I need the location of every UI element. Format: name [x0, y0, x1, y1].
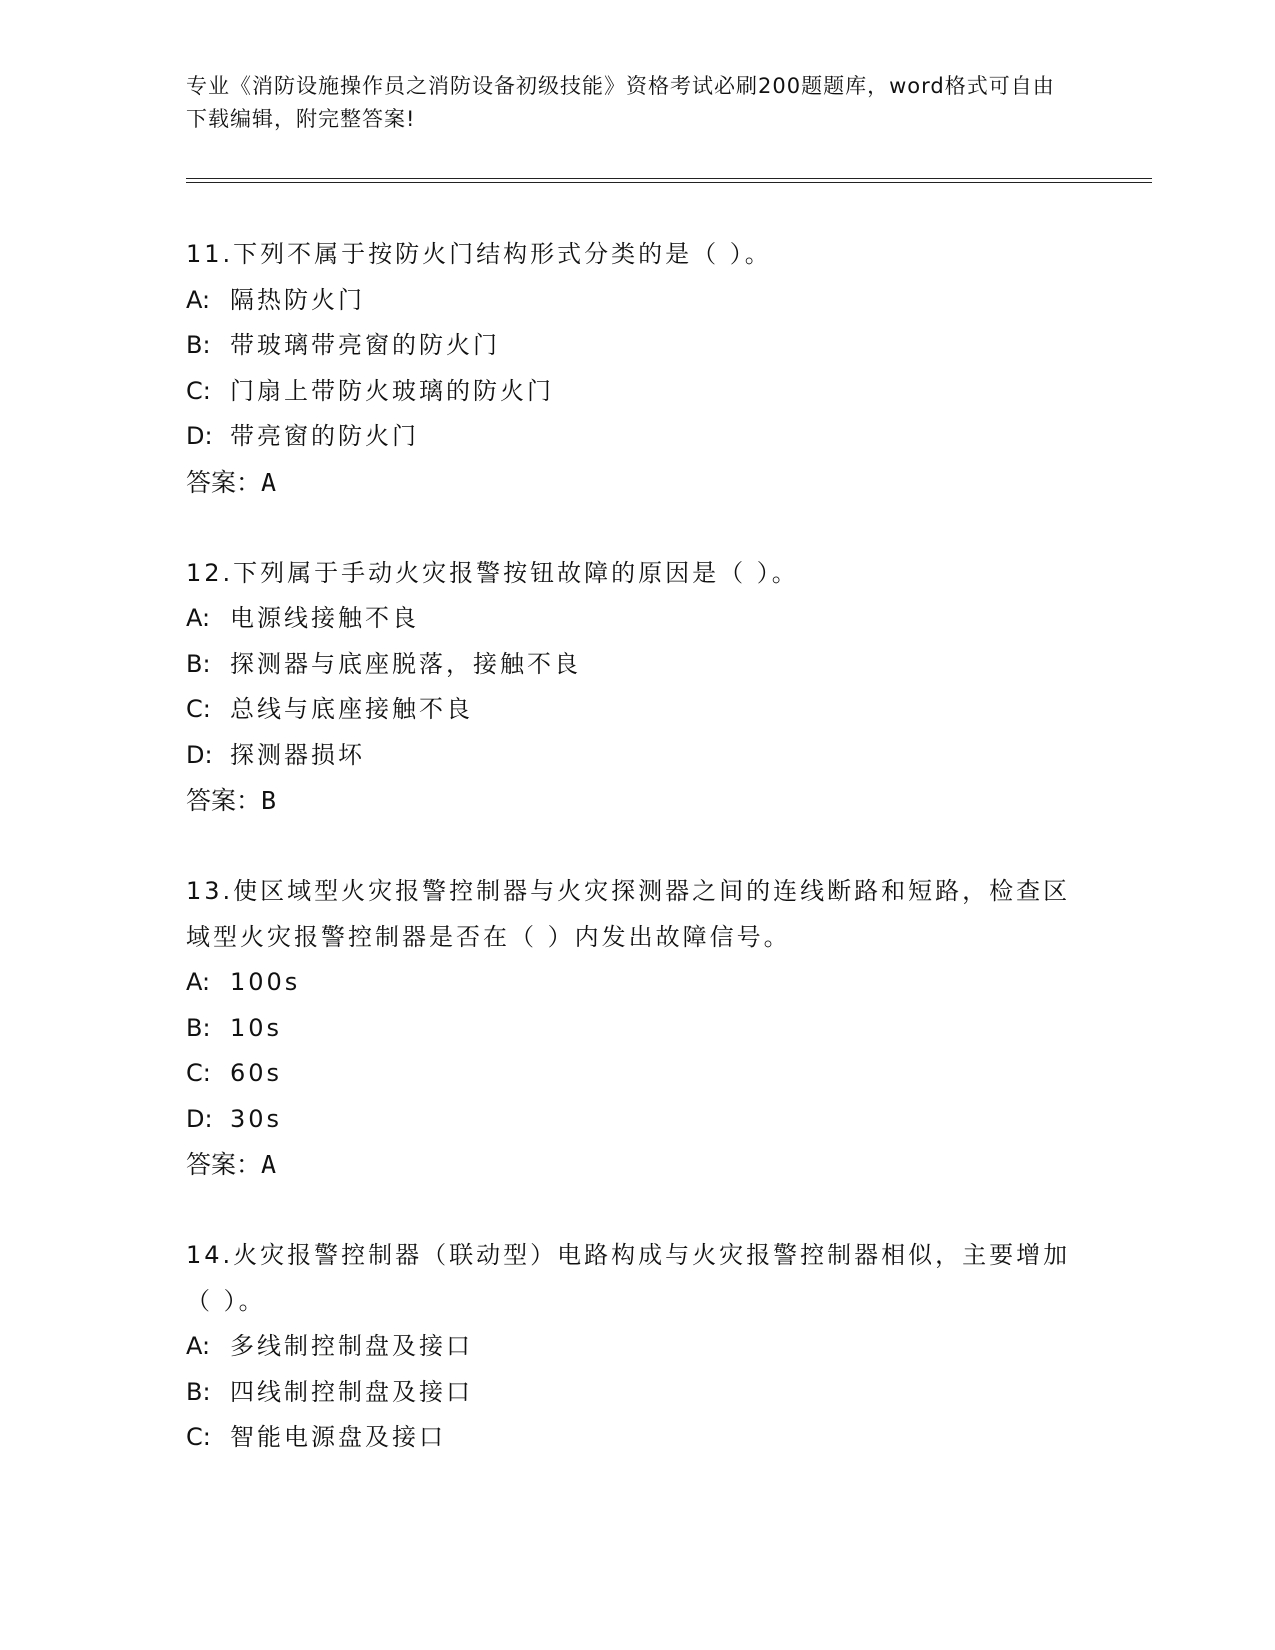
option-text: 电源线接触不良: [230, 604, 419, 632]
option-letter: D:: [186, 1104, 213, 1133]
option-letter: B:: [186, 331, 211, 359]
answer-label: 答案：: [186, 786, 262, 815]
option-text: 带亮窗的防火门: [230, 422, 419, 450]
answer-label: 答案：: [186, 467, 262, 497]
header-divider-top: [186, 178, 1152, 179]
option-text: 门扇上带防火玻璃的防火门: [230, 376, 554, 405]
option-letter: A:: [186, 285, 211, 314]
answer-line: [186, 778, 1086, 824]
option-letter: C:: [186, 1423, 211, 1451]
option-letter: D:: [186, 422, 213, 450]
question-item: [186, 551, 1086, 825]
option-text: 100s: [230, 968, 301, 996]
option-d: [186, 414, 1086, 460]
option-b: [186, 1370, 1086, 1416]
question-item: [186, 869, 1086, 1188]
option-text: 带玻璃带亮窗的防火门: [230, 331, 500, 359]
answer-value: B: [261, 786, 277, 815]
option-text: 隔热防火门: [230, 285, 365, 314]
option-b: [186, 323, 1086, 369]
option-b: [186, 1006, 1086, 1052]
option-text: 10s: [230, 1013, 283, 1042]
answer-value: A: [261, 1150, 277, 1179]
question-list: [186, 232, 1086, 1506]
option-b: [186, 642, 1086, 688]
option-a: [186, 960, 1086, 1006]
option-letter: A:: [186, 968, 211, 996]
header-divider-bottom: [186, 182, 1152, 183]
answer-value: A: [261, 467, 277, 497]
answer-line: [186, 460, 1086, 506]
option-text: 探测器与底座脱落，接触不良: [230, 649, 581, 678]
option-text: 60s: [230, 1059, 283, 1087]
option-text: 总线与底座接触不良: [230, 695, 473, 723]
option-letter: A:: [186, 604, 211, 632]
option-text: 多线制控制盘及接口: [230, 1332, 473, 1360]
option-letter: D:: [186, 740, 213, 769]
option-d: [186, 733, 1086, 779]
option-c: [186, 687, 1086, 733]
option-text: 30s: [230, 1104, 283, 1133]
option-a: [186, 596, 1086, 642]
question-stem: 13.使区域型火灾报警控制器与火灾探测器之间的连线断路和短路，检查区域型火灾报警控制器是否在（ ）内发出故障信号。: [186, 877, 1071, 951]
option-text: 四线制控制盘及接口: [230, 1377, 473, 1406]
option-letter: C:: [186, 376, 211, 405]
option-c: [186, 369, 1086, 415]
option-letter: C:: [186, 1059, 211, 1087]
option-d: [186, 1097, 1086, 1143]
option-letter: C:: [186, 695, 211, 723]
answer-line: [186, 1142, 1086, 1188]
question-item: [186, 232, 1086, 506]
option-a: [186, 1324, 1086, 1370]
option-letter: B:: [186, 1377, 211, 1406]
option-text: 探测器损坏: [230, 740, 365, 769]
question-stem: 14.火灾报警控制器（联动型）电路构成与火灾报警控制器相似，主要增加（ ）。: [186, 1241, 1071, 1315]
option-c: [186, 1051, 1086, 1097]
option-letter: A:: [186, 1332, 211, 1360]
question-item: [186, 1233, 1086, 1461]
option-letter: B:: [186, 649, 211, 678]
document-intro: 专业《消防设施操作员之消防设备初级技能》资格考试必刷200题题库，word格式可自由下载编辑，附完整答案!: [186, 74, 1055, 131]
question-stem: 12.下列属于手动火灾报警按钮故障的原因是（ ）。: [186, 558, 799, 587]
answer-label: 答案：: [186, 1150, 262, 1179]
question-stem: 11.下列不属于按防火门结构形式分类的是（ ）。: [186, 240, 772, 268]
option-text: 智能电源盘及接口: [230, 1423, 446, 1451]
option-c: [186, 1415, 1086, 1461]
option-a: [186, 278, 1086, 324]
option-letter: B:: [186, 1013, 211, 1042]
